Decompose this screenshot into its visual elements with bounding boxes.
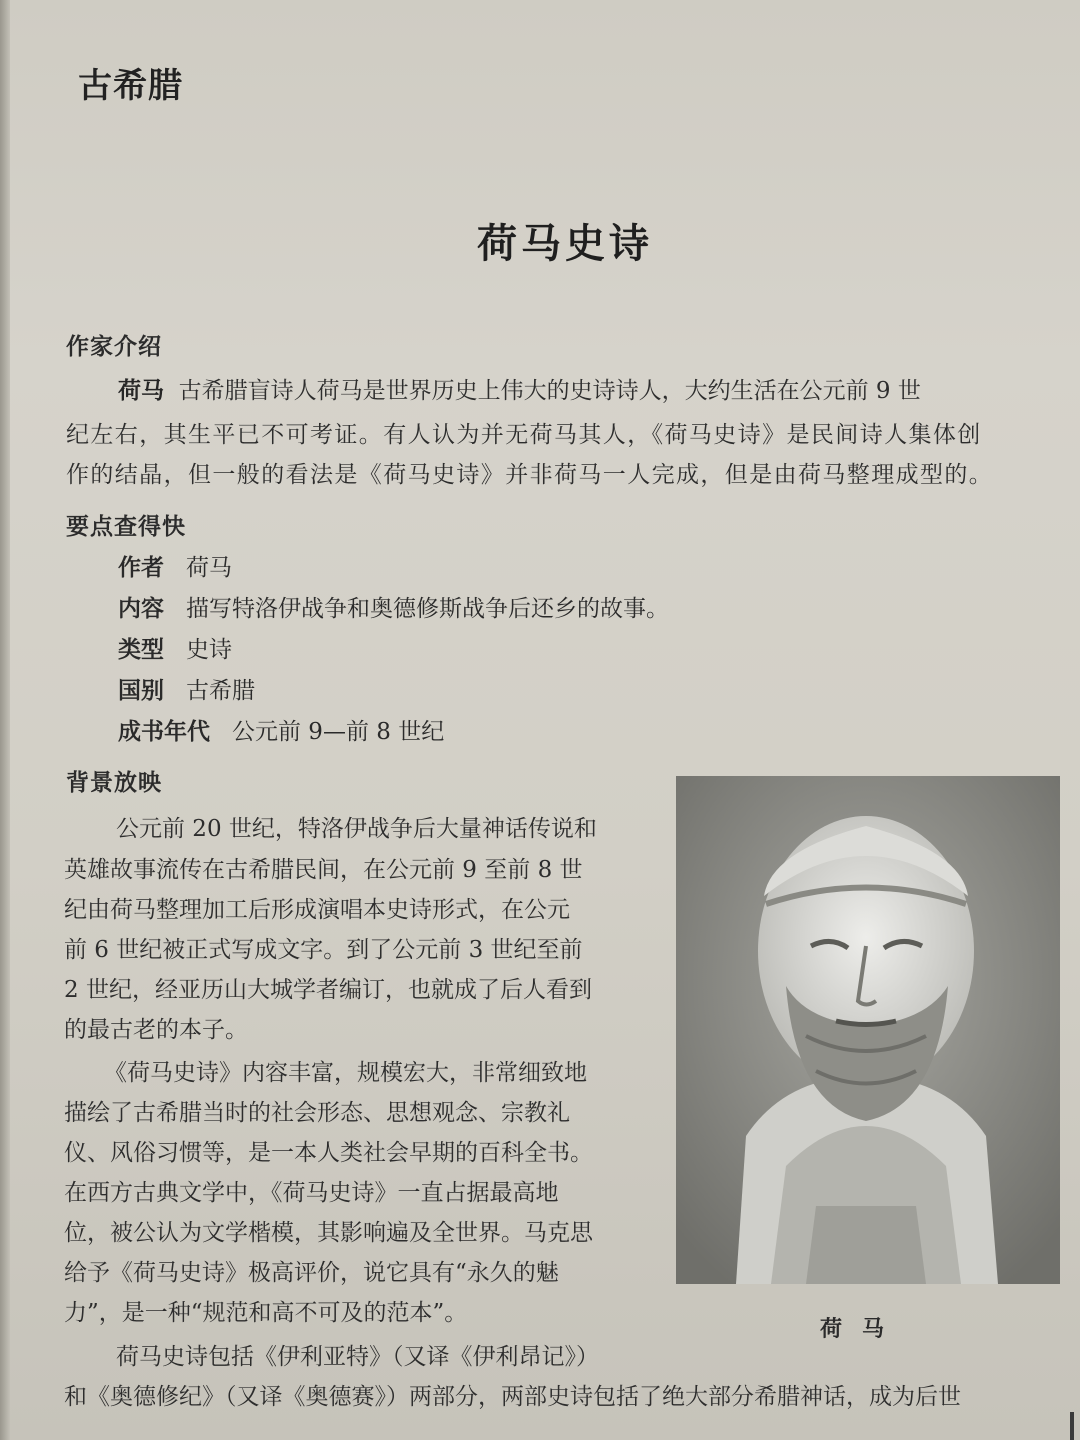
background-p2-line: 位，被公认为文学楷模，其影响遍及全世界。马克思 — [64, 1220, 593, 1246]
key-point-date — [118, 717, 444, 747]
author-intro-line: 纪左右，其生平已不可考证。有人认为并无荷马其人，《荷马史诗》是民间诗人集体创 — [66, 422, 982, 448]
key-point-country — [118, 676, 255, 706]
background-p1-line: 2 世纪，经亚历山大城学者编订，也就成了后人看到 — [64, 977, 592, 1003]
author-intro-text: 古希腊盲诗人荷马是世界历史上伟大的史诗诗人，大约生活在公元前 9 世 — [178, 378, 921, 404]
background-p2-line: 在西方古典文学中，《荷马史诗》一直占据最高地 — [64, 1180, 559, 1206]
background-p2-line: 《荷马史诗》内容丰富，规模宏大，非常细致地 — [104, 1060, 587, 1086]
background-p2-line: 力”，是一种“规范和高不可及的范本”。 — [64, 1300, 468, 1326]
author-intro-line — [118, 376, 921, 406]
key-value: 公元前 9—前 8 世纪 — [232, 719, 445, 745]
background-p1-line: 前 6 世纪被正式写成文字。到了公元前 3 世纪至前 — [64, 937, 583, 963]
background-p3-line: 荷马史诗包括《伊利亚特》（又译《伊利昂记》） — [116, 1344, 599, 1370]
key-label: 成书年代 — [118, 719, 210, 745]
background-p2-line: 描绘了古希腊当时的社会形态、思想观念、宗教礼 — [64, 1100, 570, 1126]
key-label: 类型 — [118, 637, 164, 663]
key-value: 描写特洛伊战争和奥德修斯战争后还乡的故事。 — [186, 596, 669, 622]
key-point-type — [118, 635, 232, 665]
background-p3-line: 和《奥德修纪》（又译《奥德赛》）两部分，两部史诗包括了绝大部分希腊神话，成为后世 — [64, 1384, 961, 1410]
homer-bust-image — [676, 776, 1060, 1284]
author-intro-line: 作的结晶，但一般的看法是《荷马史诗》并非荷马一人完成，但是由荷马整理成型的。 — [66, 462, 994, 488]
background-p1-line: 公元前 20 世纪，特洛伊战争后大量神话传说和 — [116, 816, 597, 842]
background-p1-line: 纪由荷马整理加工后形成演唱本史诗形式，在公元 — [64, 897, 570, 923]
section-title: 古希腊 — [78, 66, 183, 106]
key-value: 史诗 — [186, 637, 232, 663]
key-label: 内容 — [118, 596, 164, 622]
background-p1-line: 英雄故事流传在古希腊民间，在公元前 9 至前 8 世 — [64, 857, 583, 883]
homer-bust-illustration — [676, 776, 1060, 1284]
background-heading: 背景放映 — [66, 770, 162, 796]
author-intro-heading: 作家介绍 — [66, 334, 162, 360]
background-p2-line: 给予《荷马史诗》极高评价，说它具有“永久的魅 — [64, 1260, 559, 1286]
key-value: 荷马 — [186, 555, 232, 581]
page-title: 荷马史诗 — [477, 221, 653, 267]
key-label: 国别 — [118, 678, 164, 704]
page-edge-mark — [1070, 1412, 1074, 1440]
key-point-content — [118, 594, 669, 624]
key-point-author — [118, 553, 232, 583]
background-p2-line: 仪、风俗习惯等，是一本人类社会早期的百科全书。 — [64, 1140, 593, 1166]
background-p1-line: 的最古老的本子。 — [64, 1017, 248, 1043]
figure-caption: 荷马 — [820, 1317, 905, 1342]
key-points-heading: 要点查得快 — [66, 514, 186, 540]
author-intro-lead: 荷马 — [118, 378, 164, 404]
key-value: 古希腊 — [186, 678, 255, 704]
key-label: 作者 — [118, 555, 164, 581]
